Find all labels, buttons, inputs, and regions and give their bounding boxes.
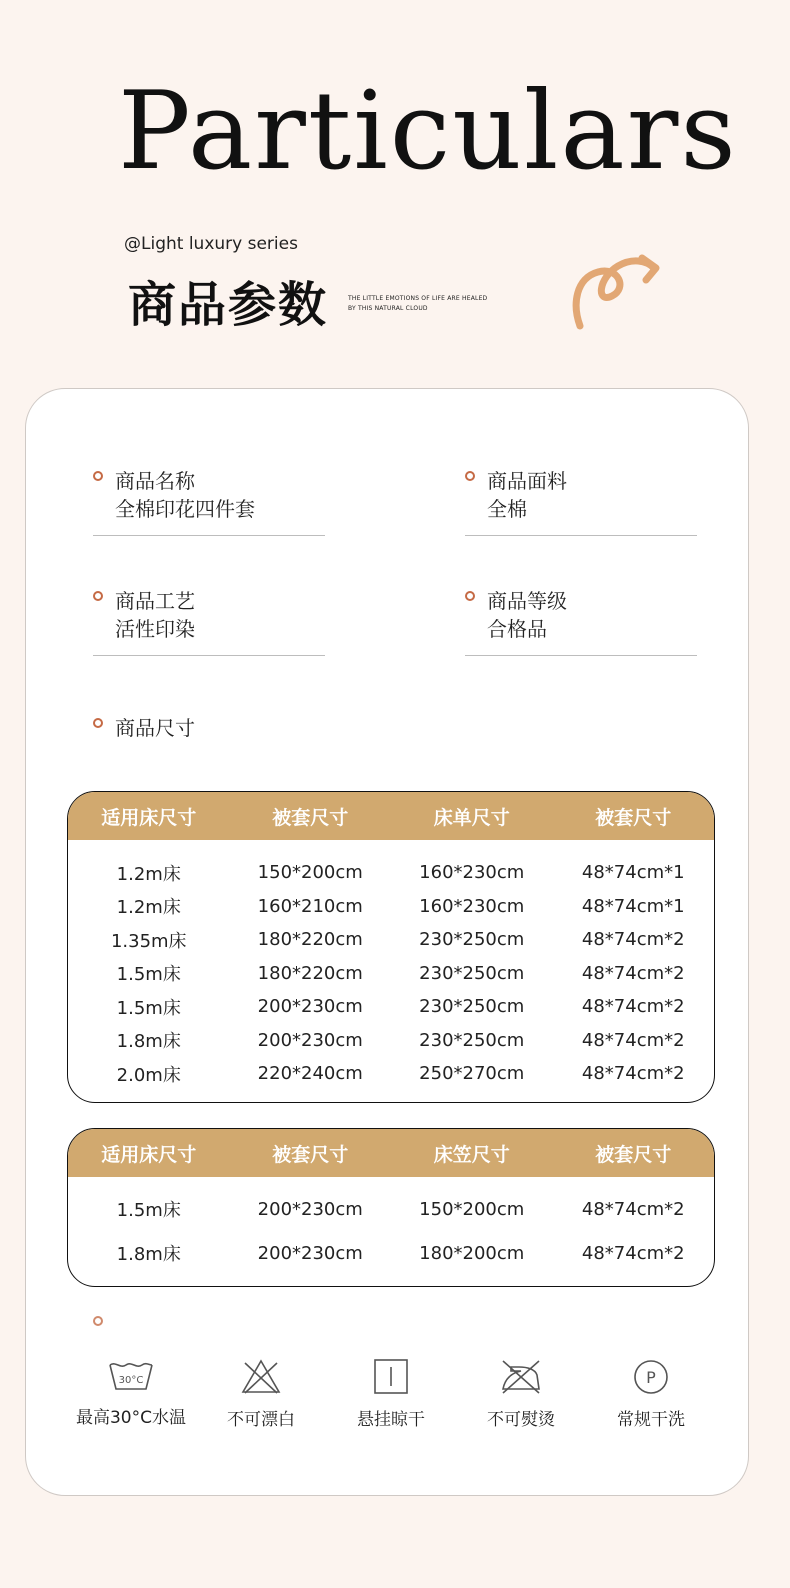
table-cell: 200*230cm — [257, 1242, 363, 1264]
care-item-bleach — [196, 1359, 326, 1430]
size-table-fitted — [67, 1128, 715, 1287]
divider — [465, 535, 697, 536]
table-cell: 160*230cm — [419, 862, 525, 884]
table-row — [68, 890, 714, 924]
params-card — [25, 388, 749, 1496]
table-cell: 1.35m床 — [110, 930, 187, 952]
bullet-dot — [465, 471, 475, 481]
bullet-dot — [93, 1316, 103, 1326]
table-cell: 1.2m床 — [116, 863, 181, 885]
table-cell: 180*200cm — [419, 1242, 525, 1264]
care-instructions — [66, 1359, 716, 1449]
param-label: 商品等级 — [487, 589, 567, 613]
table-cell: 200*230cm — [257, 1198, 363, 1220]
swirl-arrow-icon — [568, 238, 664, 334]
param-value: 合格品 — [487, 617, 547, 641]
wash-temp-text: 30°C — [118, 1375, 144, 1386]
table-body — [68, 840, 714, 1091]
divider — [465, 655, 697, 656]
param-value: 全棉印花四件套 — [115, 497, 255, 521]
table-cell: 160*210cm — [257, 895, 363, 917]
table-cell: 48*74cm*2 — [581, 996, 685, 1018]
page-title: Particulars — [118, 69, 738, 194]
bullet-dot — [93, 591, 103, 601]
dry-clean-icon — [627, 1359, 675, 1395]
table-cell: 150*200cm — [419, 1198, 525, 1220]
divider — [93, 535, 325, 536]
table-row — [68, 856, 714, 890]
size-table-sheet — [67, 791, 715, 1103]
table-cell: 180*220cm — [257, 929, 363, 951]
table-cell: 1.8m床 — [116, 1031, 181, 1053]
param-value: 全棉 — [487, 497, 527, 521]
care-label: 最高30°C水温 — [75, 1408, 186, 1428]
table-header-cell: 被套尺寸 — [272, 806, 349, 829]
param-label: 商品面料 — [487, 469, 567, 493]
table-cell: 1.5m床 — [116, 997, 181, 1019]
table-cell: 1.5m床 — [116, 964, 181, 986]
series-label: @Light luxury series — [124, 234, 298, 254]
care-item-wash — [66, 1359, 196, 1428]
no-bleach-icon — [237, 1359, 285, 1395]
table-cell: 1.2m床 — [116, 897, 181, 919]
table-cell: 230*250cm — [419, 962, 525, 984]
table-cell: 1.5m床 — [116, 1200, 181, 1221]
table-cell: 2.0m床 — [116, 1064, 181, 1086]
table-cell: 200*230cm — [257, 996, 363, 1018]
param-value: 活性印染 — [115, 617, 195, 641]
table-cell: 250*270cm — [419, 1063, 525, 1085]
tagline-line-1: THE LITTLE EMOTIONS OF LIFE ARE HEALED — [348, 295, 488, 302]
bullet-dot — [93, 471, 103, 481]
table-header-row — [68, 1129, 714, 1177]
divider — [93, 655, 325, 656]
table-cell: 48*74cm*2 — [581, 1063, 685, 1085]
hang-dry-icon — [367, 1359, 415, 1395]
care-label: 悬挂晾干 — [357, 1410, 425, 1430]
table-header-cell: 被套尺寸 — [272, 1143, 349, 1166]
care-label: 常规干洗 — [617, 1410, 685, 1430]
tagline-line-2: BY THIS NATURAL CLOUD — [348, 305, 428, 312]
table-row — [68, 990, 714, 1024]
table-cell: 48*74cm*2 — [581, 962, 685, 984]
table-header-cell: 适用床尺寸 — [101, 1143, 197, 1166]
table-row — [68, 923, 714, 957]
no-iron-icon — [497, 1359, 545, 1395]
table-cell: 230*250cm — [419, 929, 525, 951]
table-cell: 150*200cm — [257, 862, 363, 884]
section-title: 商品参数 — [128, 277, 329, 333]
table-header-cell: 床笠尺寸 — [433, 1143, 510, 1166]
bullet-dot — [465, 591, 475, 601]
table-cell: 48*74cm*2 — [581, 929, 685, 951]
table-header-cell: 被套尺寸 — [595, 806, 672, 829]
table-cell: 200*230cm — [257, 1029, 363, 1051]
param-label: 商品名称 — [115, 469, 195, 493]
table-row — [68, 1024, 714, 1058]
param-label: 商品工艺 — [115, 589, 195, 613]
table-header-row — [68, 792, 714, 840]
care-item-iron — [456, 1359, 586, 1430]
table-cell: 1.8m床 — [116, 1244, 181, 1265]
table-header-cell: 床单尺寸 — [433, 806, 510, 829]
table-cell: 230*250cm — [419, 996, 525, 1018]
tagline — [348, 294, 487, 314]
table-cell: 180*220cm — [257, 962, 363, 984]
table-cell: 160*230cm — [419, 895, 525, 917]
dry-clean-letter: P — [646, 1368, 656, 1387]
table-row — [68, 1231, 714, 1275]
bullet-dot — [93, 718, 103, 728]
table-header-cell: 适用床尺寸 — [101, 806, 197, 829]
table-row — [68, 1057, 714, 1091]
table-row — [68, 1187, 714, 1231]
wash-30-icon — [107, 1359, 155, 1393]
table-cell: 48*74cm*2 — [581, 1242, 685, 1264]
table-cell: 230*250cm — [419, 1029, 525, 1051]
table-cell: 48*74cm*2 — [581, 1029, 685, 1051]
care-item-hang — [326, 1359, 456, 1430]
table-cell: 48*74cm*1 — [581, 895, 685, 917]
table-cell: 220*240cm — [257, 1063, 363, 1085]
care-item-dryclean — [586, 1359, 716, 1430]
care-label: 不可熨烫 — [487, 1410, 555, 1430]
param-label: 商品尺寸 — [115, 716, 195, 740]
table-row — [68, 957, 714, 991]
table-cell: 48*74cm*2 — [581, 1198, 685, 1220]
table-body — [68, 1177, 714, 1275]
care-label: 不可漂白 — [227, 1410, 295, 1430]
table-header-cell: 被套尺寸 — [595, 1143, 672, 1166]
table-cell: 48*74cm*1 — [581, 862, 685, 884]
